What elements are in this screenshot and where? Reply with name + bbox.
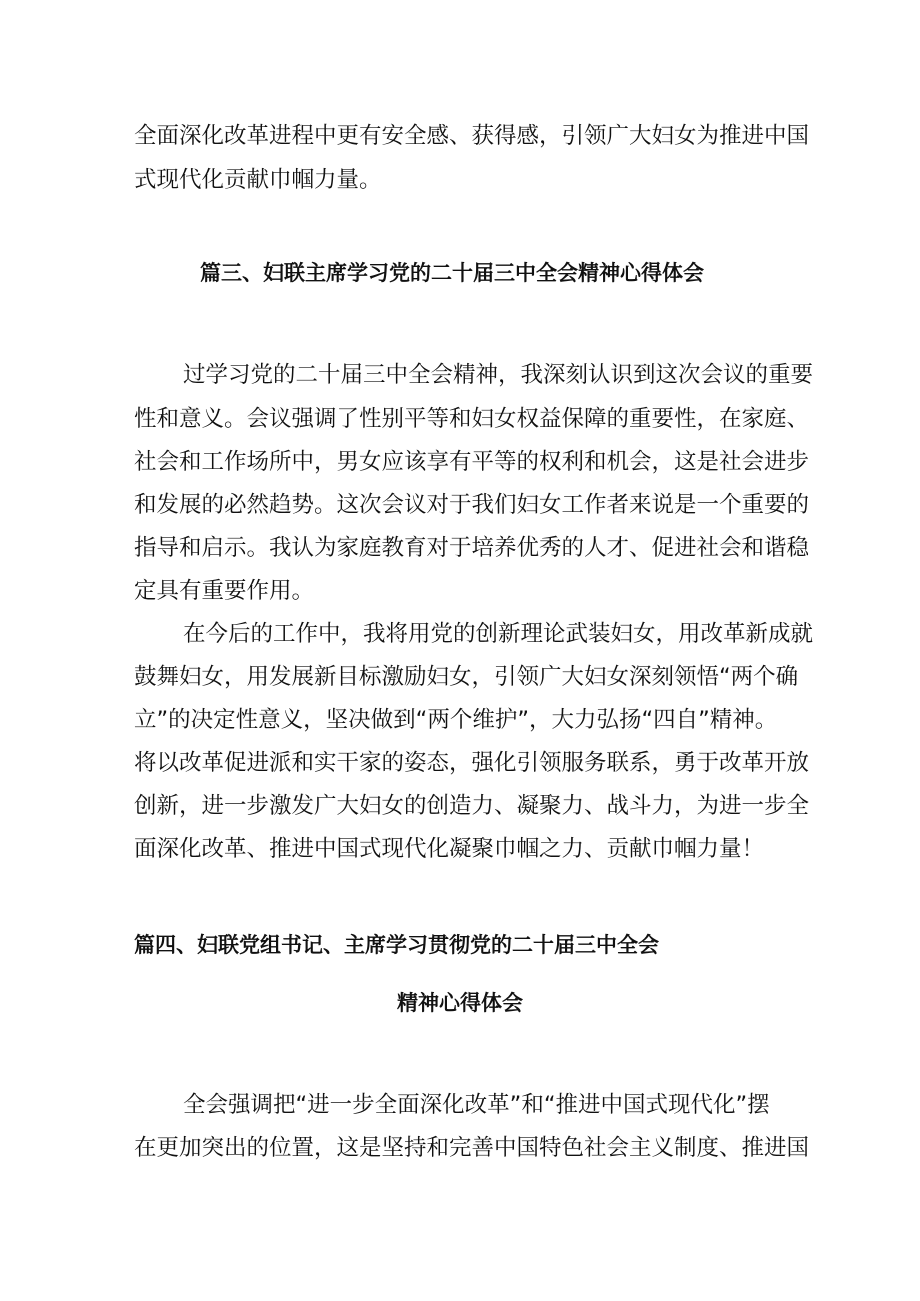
paragraph-line: 过学习党的二十届三中全会精神，我深刻认识到这次会议的重要 xyxy=(183,362,814,388)
paragraph-line: 创新，进一步激发广大妇女的创造力、凝聚力、战斗力，为进一步全 xyxy=(134,793,810,819)
paragraph-line: 鼓舞妇女，用发展新目标激励妇女，引领广大妇女深刻领悟“两个确 xyxy=(134,664,799,690)
paragraph-line: 立”的决定性意义，坚决做到“两个维护”，大力弘扬“四自”精神。 xyxy=(134,707,778,733)
paragraph-line: 性和意义。会议强调了性别平等和妇女权益保障的重要性，在家庭、 xyxy=(134,406,810,432)
paragraph-line: 在更加突出的位置，这是坚持和完善中国特色社会主义制度、推进国 xyxy=(134,1135,810,1161)
paragraph-line: 社会和工作场所中，男女应该享有平等的权利和机会，这是社会进步 xyxy=(134,449,810,475)
paragraph-line: 面深化改革、推进中国式现代化凝聚巾帼之力、贡献巾帼力量！ xyxy=(134,836,765,862)
section-4-heading-line-2: 精神心得体会 xyxy=(397,991,523,1015)
paragraph-line: 指导和启示。我认为家庭教育对于培养优秀的人才、促进社会和谐稳 xyxy=(134,535,810,561)
section-3-heading: 篇三、妇联主席学习党的二十届三中全会精神心得体会 xyxy=(200,261,704,285)
intro-line: 式现代化贡献巾帼力量。 xyxy=(134,167,382,193)
section-4-heading-line-1: 篇四、妇联党组书记、主席学习贯彻党的二十届三中全会 xyxy=(134,933,659,957)
paragraph-line: 将以改革促进派和实干家的姿态，强化引领服务联系，勇于改革开放 xyxy=(134,750,810,776)
paragraph-line: 全会强调把“进一步全面深化改革”和“推进中国式现代化”摆 xyxy=(183,1092,770,1118)
paragraph-line: 在今后的工作中，我将用党的创新理论武装妇女，用改革新成就 xyxy=(183,621,814,647)
paragraph-line: 定具有重要作用。 xyxy=(134,578,315,604)
paragraph-line: 和发展的必然趋势。这次会议对于我们妇女工作者来说是一个重要的 xyxy=(134,492,810,518)
intro-line: 全面深化改革进程中更有安全感、获得感，引领广大妇女为推进中国 xyxy=(134,123,810,149)
